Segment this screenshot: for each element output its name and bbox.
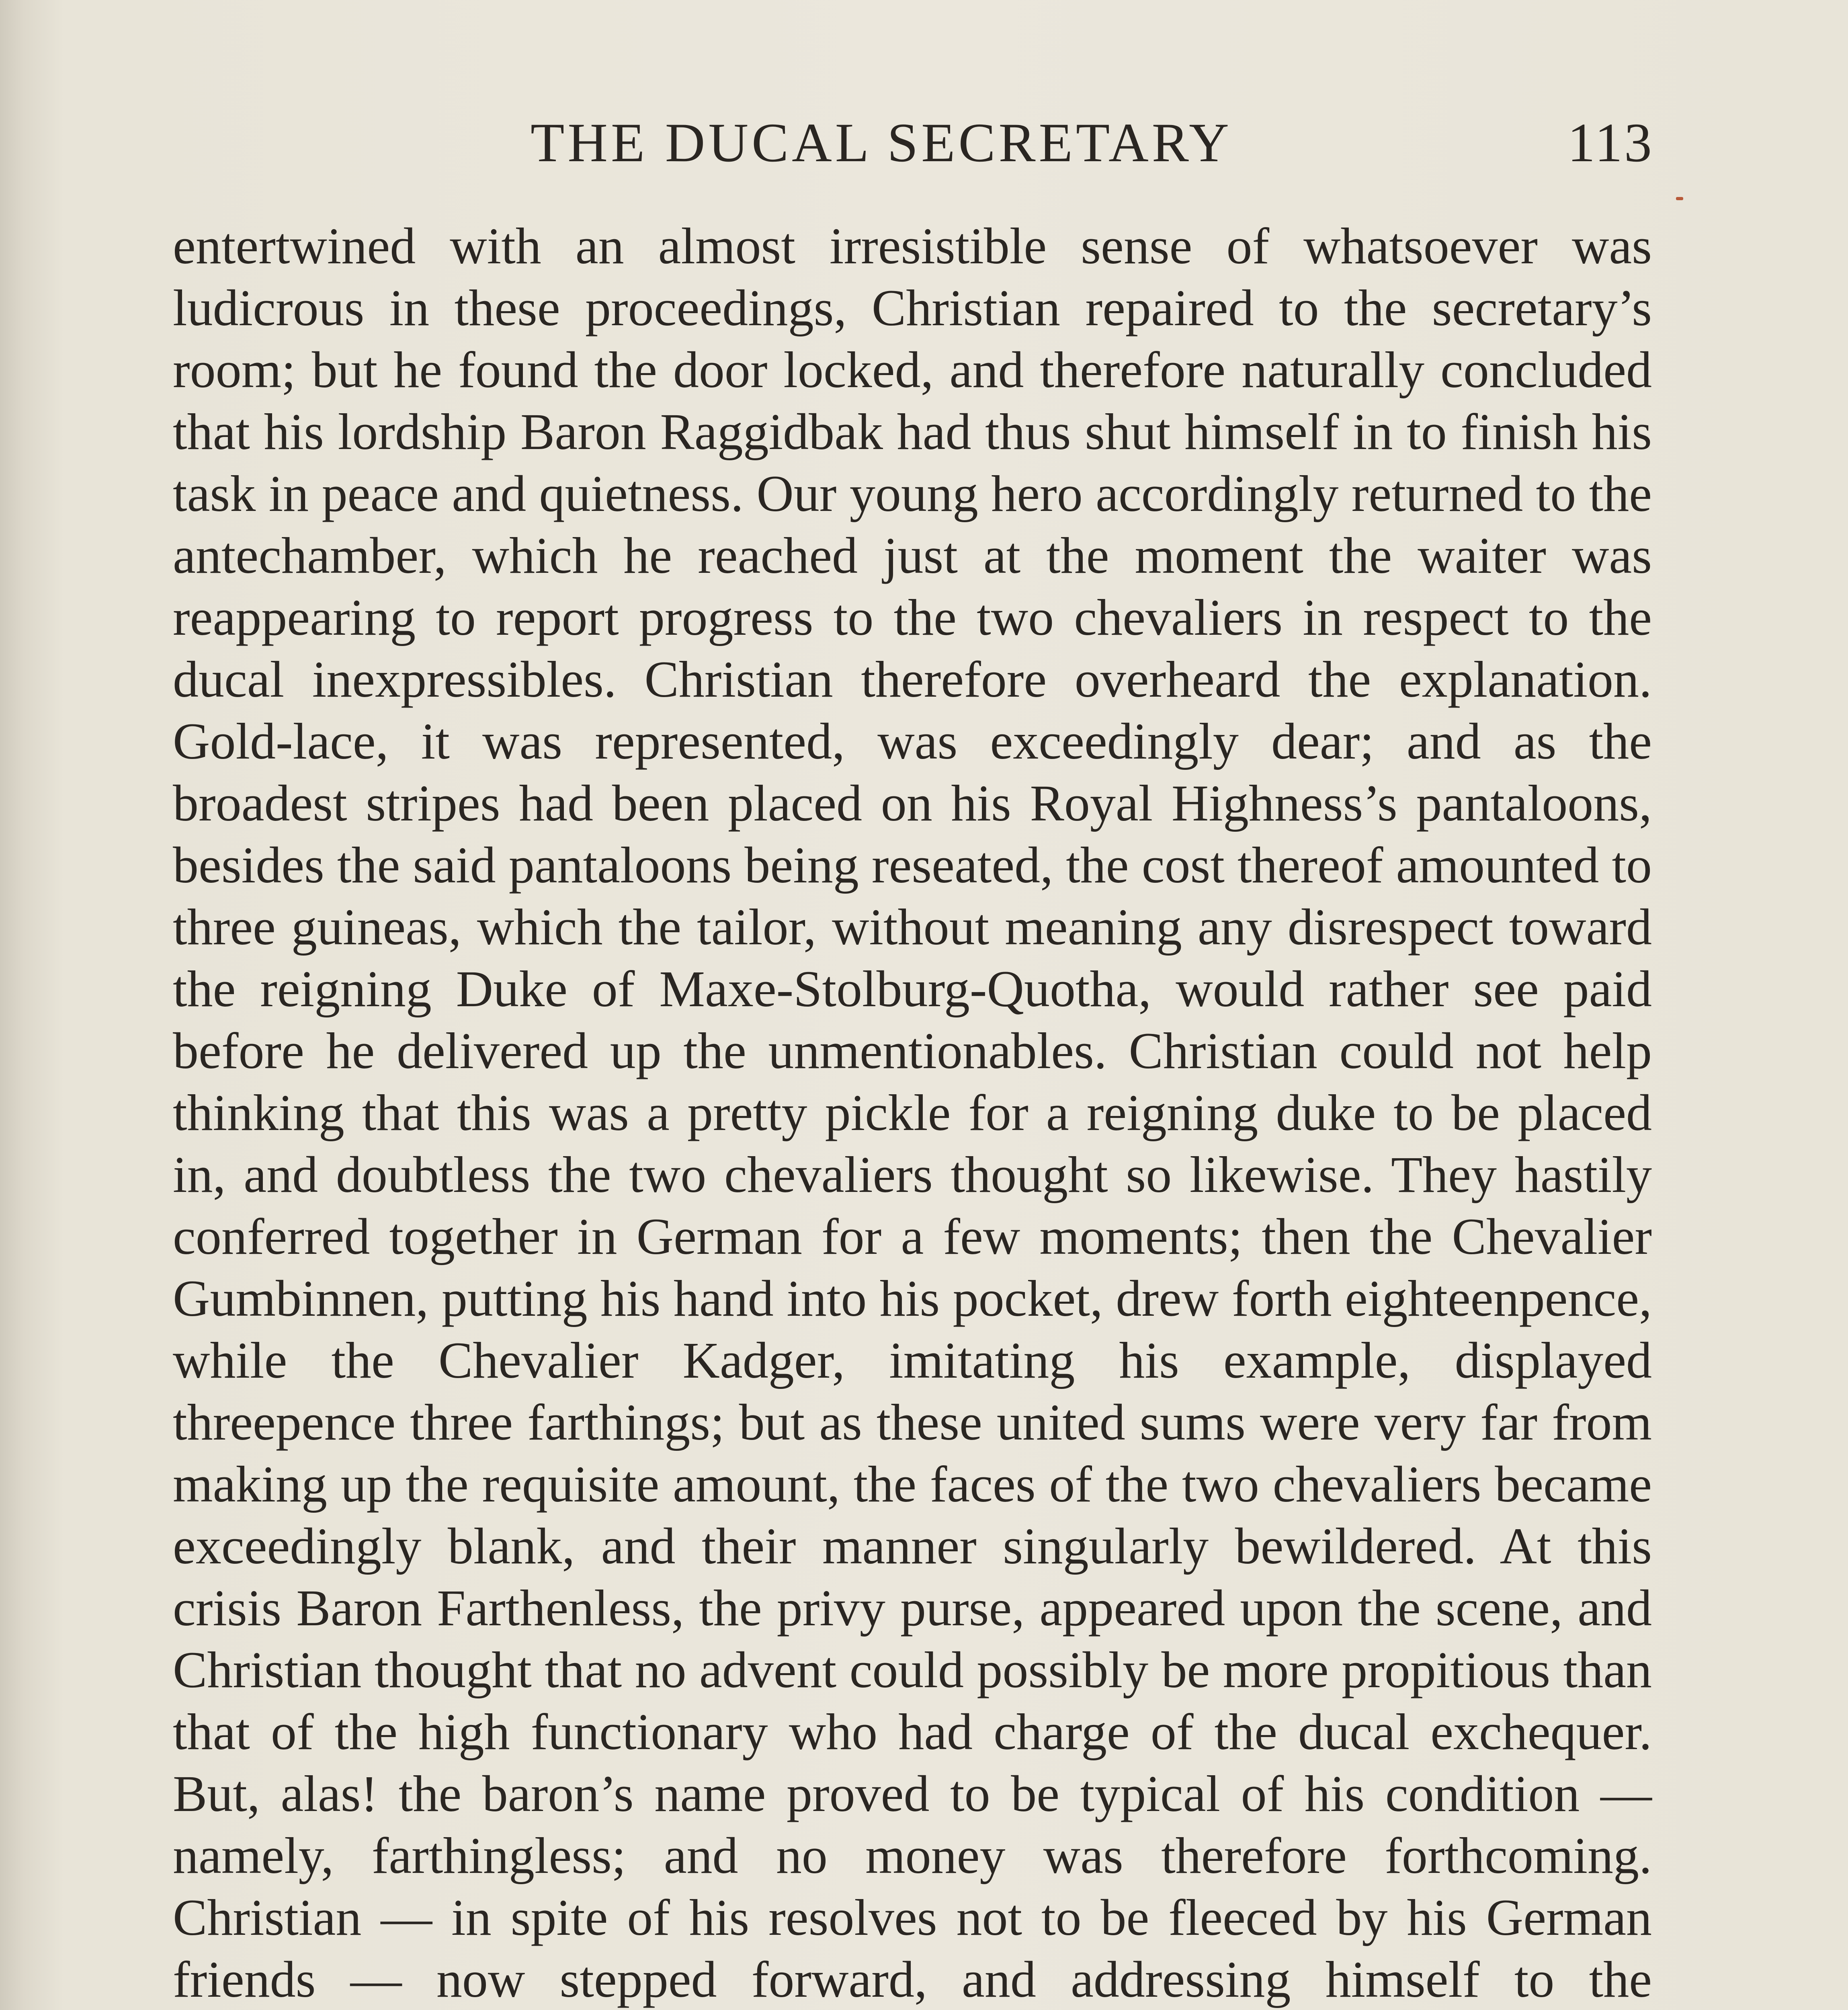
running-title: THE DUCAL SECRETARY [531,112,1232,173]
page-number: 113 [1567,112,1653,173]
body-text [173,215,1652,2010]
ink-speck [1676,197,1683,200]
paragraph-1: entertwined with an almost irresistible sense of whatsoever was ludicrous in these proceedings, Christian repaired to the secretary’s room; but he found the door locked, and therefore naturally concluded that his lordship Baron Raggidbak had thus shut himself in to finish his task in peace and quietness. Our young hero accordingly returned to the antechamber, which he reached just at the moment the waiter was reappearing to report progress to the two chevaliers in respect to the ducal inexpressibles. Christian therefore overheard the explanation. Gold-lace, it was represented, was exceedingly dear; and as the broadest stripes had been placed on his Royal Highness’s pantaloons, besides the said pantaloons being reseated, the cost thereof amounted to three guineas, which the tailor, without meaning any disrespect toward the reigning Duke of Maxe-Stolburg-Quotha, would rather see paid before he delivered up the unmentionables. Christian could not help thinking that this was a pretty pickle for a reigning duke to be placed in, and doubtless the two chevaliers thought so likewise. They hastily conferred together in German for a few moments; then the Chevalier Gumbinnen, putting his hand into his pocket, drew forth eighteenpence, while the Chevalier Kadger, imitating his example, displayed threepence three farthings; but as these united sums were very far from making up the requisite amount, the faces of the two chevaliers became exceedingly blank, and their manner singularly bewildered. At this crisis Baron Farthenless, the privy purse, appeared upon the scene, and Christian thought that no advent could possibly be more propitious than that of the high functionary who had charge of the ducal exchequer. But, alas! the baron’s name proved to be typical of his condition — namely, farthingless; and no money was therefore forthcoming. Christian — in spite of his resolves not to be fleeced by his German friends — now stepped forward, and addressing himself to the [173,217,1652,2008]
page-header [0,103,1848,183]
